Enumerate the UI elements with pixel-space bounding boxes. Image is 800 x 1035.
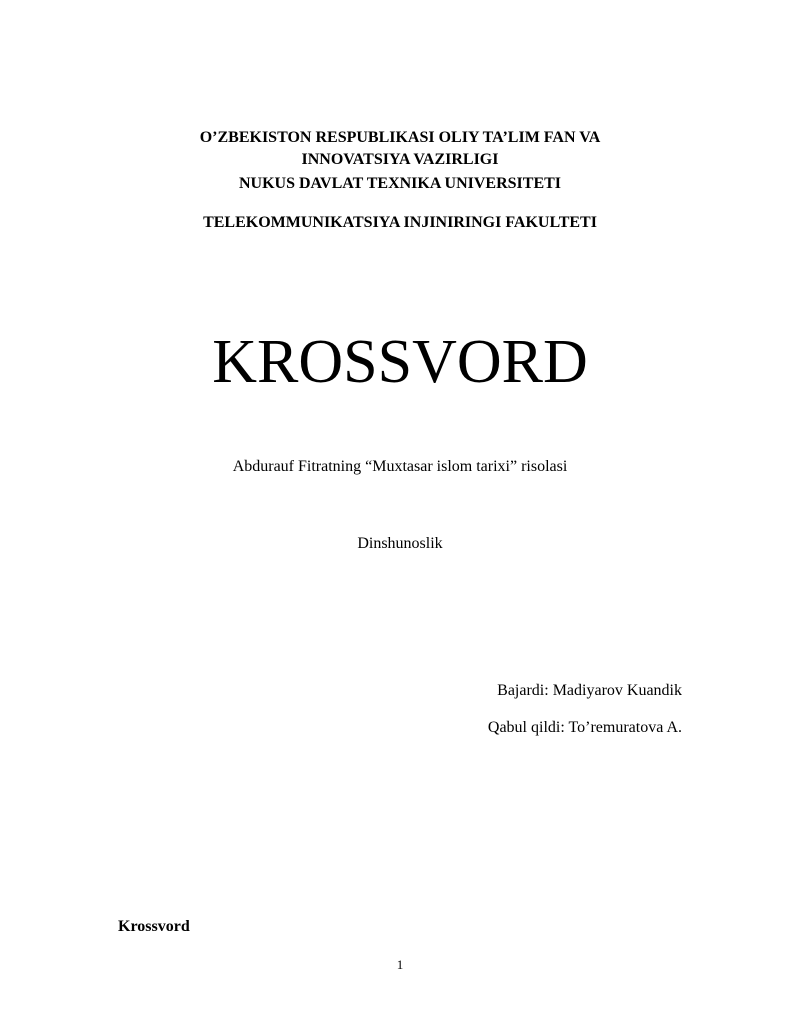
- ministry-line-2: INNOVATSIYA VAZIRLIGI: [301, 151, 499, 168]
- ministry-line-1: O’ZBEKISTON RESPUBLIKASI OLIY TA’LIM FAN VA: [199, 129, 601, 146]
- faculty-name: TELEKOMMUNIKATSIYA INJINIRINGI FAKULTETI: [203, 214, 597, 231]
- page-number: 1: [396, 957, 404, 972]
- document-title: KROSSVORD: [212, 328, 588, 396]
- accepted-by-line: Qabul qildi: To’remuratova A.: [487, 719, 682, 736]
- section-heading: Krossvord: [118, 918, 190, 935]
- subject-line: Dinshunoslik: [357, 535, 443, 552]
- university-name: NUKUS DAVLAT TEXNIKA UNIVERSITETI: [238, 175, 562, 192]
- performed-by-line: Bajardi: Madiyarov Kuandik: [497, 682, 682, 699]
- topic-line: Abdurauf Fitratning “Muxtasar islom tarixi” risolasi: [232, 458, 568, 475]
